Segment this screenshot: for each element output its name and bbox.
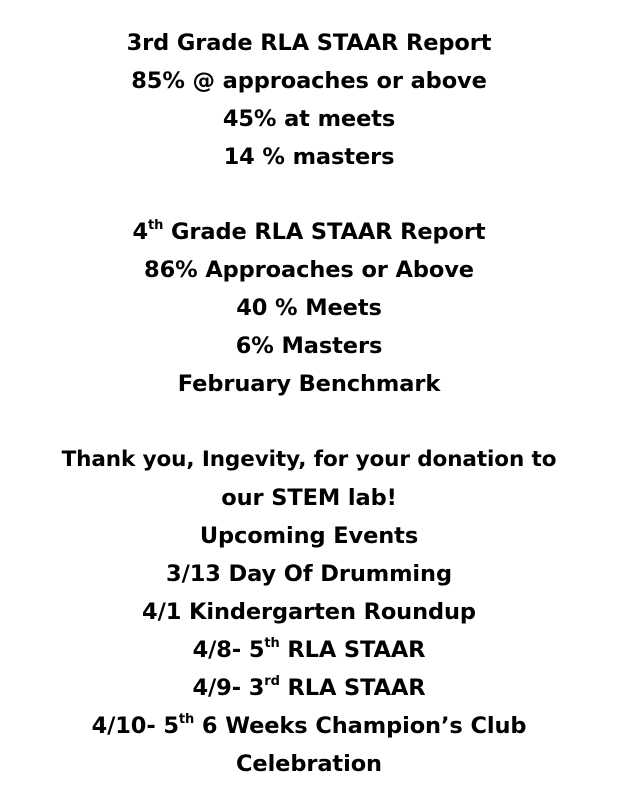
event-3rd-rla-sup: rd — [264, 673, 280, 689]
event-3rd-rla-staar — [0, 673, 618, 703]
event-kindergarten-roundup: 4/1 Kindergarten Roundup — [142, 599, 476, 625]
thanks-line-2: our STEM lab! — [221, 485, 397, 511]
report-4th-title-sup: th — [148, 217, 164, 233]
report-4th-approaches: 86% Approaches or Above — [144, 257, 474, 283]
report-3rd-approaches: 85% @ approaches or above — [131, 68, 487, 94]
report-4th-title-num: 4 — [132, 219, 149, 245]
event-champions-club — [0, 711, 618, 741]
event-champions-sup: th — [178, 711, 195, 727]
event-champions-post: 6 Weeks Champion’s Club — [194, 713, 527, 739]
event-champions-club-line-2: Celebration — [236, 751, 382, 777]
event-3rd-rla-post: RLA STAAR — [279, 675, 426, 701]
event-3rd-rla-pre: 4/9- 3 — [192, 675, 265, 701]
event-5th-rla-sup: th — [264, 635, 280, 651]
thanks-line-1: Thank you, Ingevity, for your donation to — [61, 447, 557, 472]
events-heading: Upcoming Events — [199, 523, 419, 549]
report-4th-meets: 40 % Meets — [236, 295, 382, 321]
event-5th-rla-pre: 4/8- 5 — [192, 637, 265, 663]
report-4th-title — [0, 217, 618, 247]
report-4th-benchmark: February Benchmark — [177, 371, 441, 397]
report-4th-masters: 6% Masters — [235, 333, 383, 359]
report-4th-title-rest: Grade RLA STAAR Report — [163, 219, 486, 245]
report-3rd-meets: 45% at meets — [222, 106, 396, 132]
report-3rd-title: 3rd Grade RLA STAAR Report — [126, 30, 492, 56]
event-5th-rla-post: RLA STAAR — [279, 637, 426, 663]
event-champions-pre: 4/10- 5 — [91, 713, 179, 739]
report-3rd-masters: 14 % masters — [223, 144, 395, 170]
event-5th-rla-staar — [0, 635, 618, 665]
event-day-of-drumming: 3/13 Day Of Drumming — [166, 561, 452, 587]
